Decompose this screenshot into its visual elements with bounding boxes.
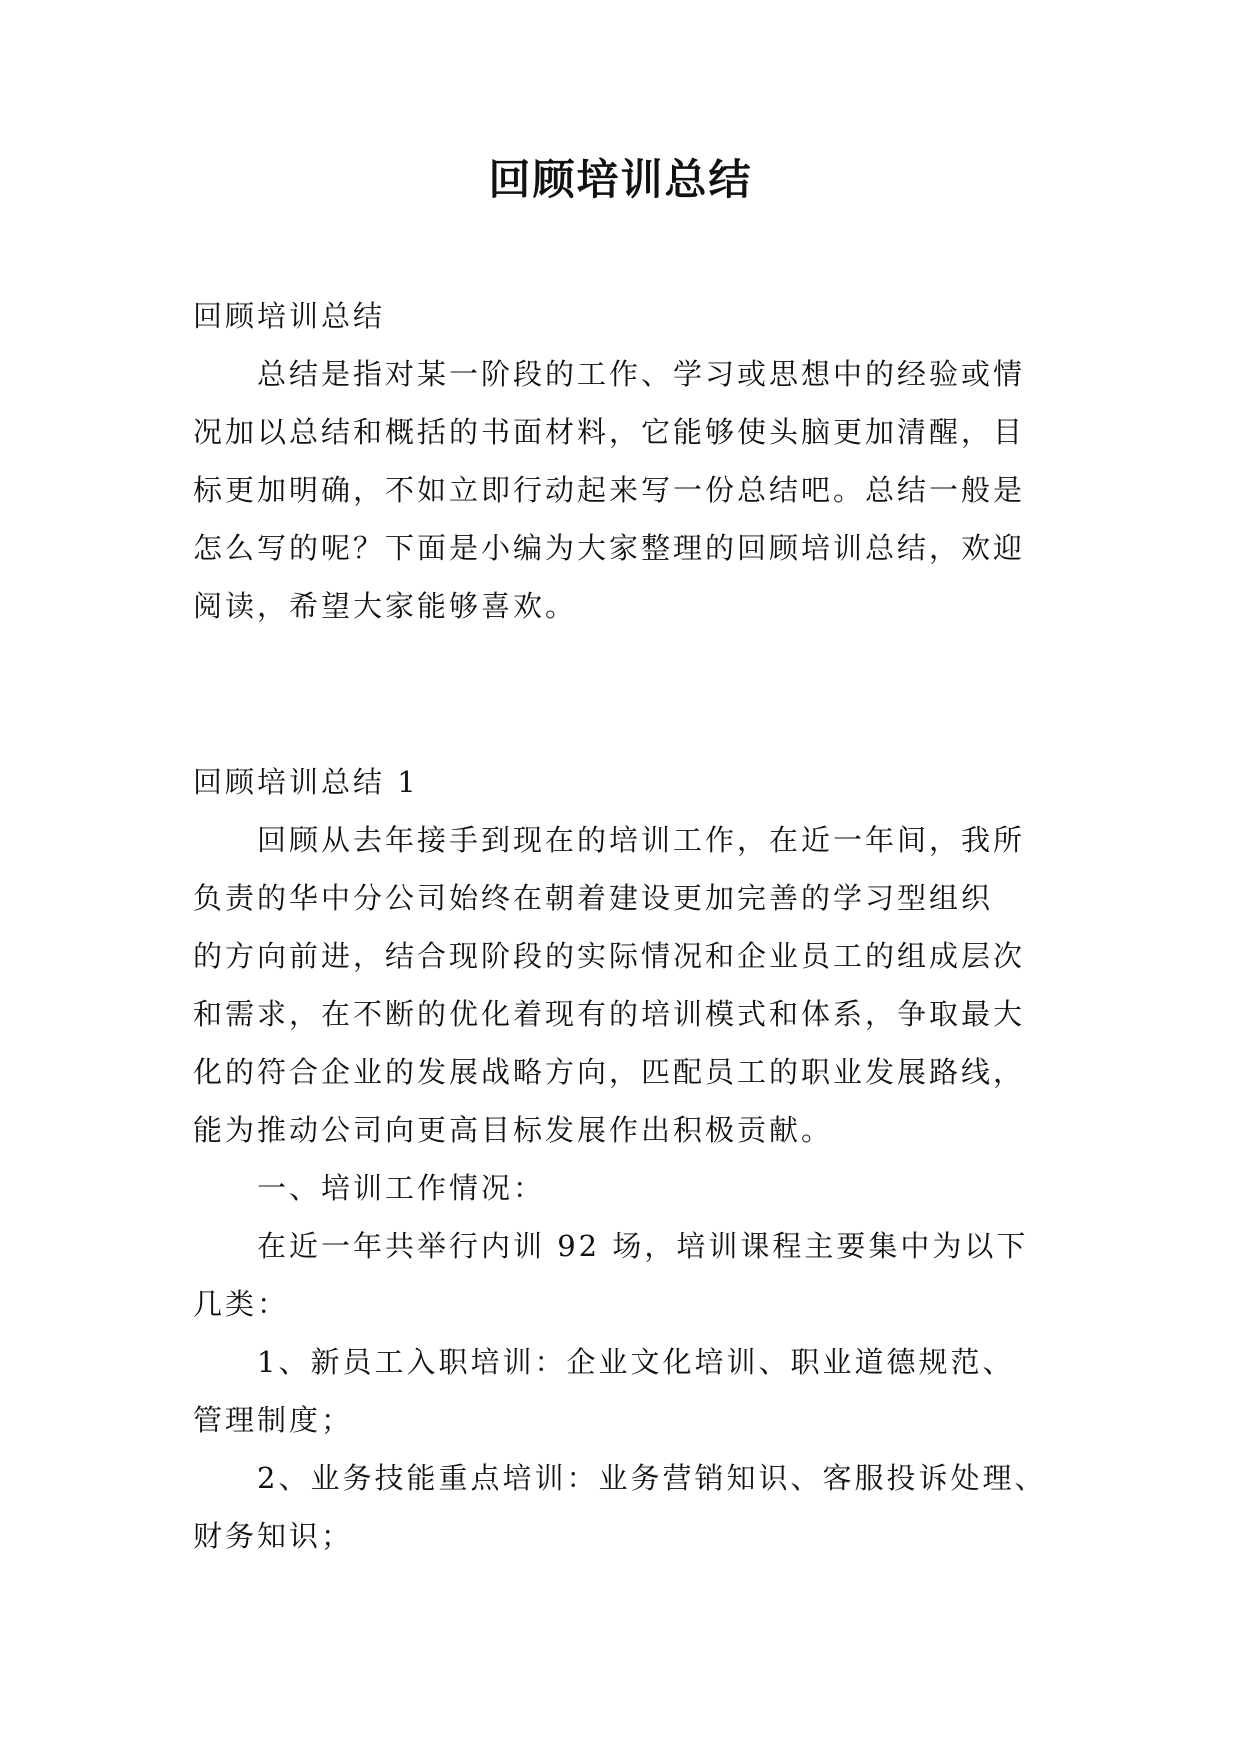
subheading-training-status: 一、培训工作情况： — [257, 1171, 546, 1205]
section-1-block — [193, 753, 1073, 1565]
intro-line: 怎么写的呢？下面是小编为大家整理的回顾培训总结，欢迎 — [193, 531, 1026, 565]
paragraph-line: 化的符合企业的发展战略方向，匹配员工的职业发展路线， — [193, 1055, 1026, 1089]
list-item-line: 财务知识； — [193, 1519, 354, 1553]
intro-line: 总结是指对某一阶段的工作、学习或思想中的经验或情 — [257, 357, 1026, 391]
list-item-line: 1、新员工入职培训：企业文化培训、职业道德规范、 — [257, 1345, 1015, 1379]
paragraph-line: 回顾从去年接手到现在的培训工作，在近一年间，我所 — [257, 823, 1026, 857]
list-item-line: 2、业务技能重点培训：业务营销知识、客服投诉处理、 — [257, 1461, 1047, 1495]
list-item-line: 管理制度； — [193, 1403, 354, 1437]
paragraph-line: 负责的华中分公司始终在朝着建设更加完善的学习型组织 — [193, 881, 994, 915]
paragraph-line: 几类： — [193, 1287, 290, 1321]
intro-line: 阅读，希望大家能够喜欢。 — [193, 589, 578, 623]
section-1-heading: 回顾培训总结 1 — [193, 765, 419, 799]
intro-line: 况加以总结和概括的书面材料，它能够使头脑更加清醒，目 — [193, 415, 1026, 449]
intro-heading: 回顾培训总结 — [193, 299, 386, 333]
paragraph-line: 在近一年共举行内训 92 场，培训课程主要集中为以下 — [257, 1229, 1029, 1263]
paragraph-line: 能为推动公司向更高目标发展作出积极贡献。 — [193, 1113, 834, 1147]
intro-block — [193, 287, 1073, 635]
paragraph-line: 的方向前进，结合现阶段的实际情况和企业员工的组成层次 — [193, 939, 1026, 973]
paragraph-line: 和需求，在不断的优化着现有的培训模式和体系，争取最大 — [193, 997, 1026, 1031]
document-title: 回顾培训总结 — [488, 155, 753, 204]
intro-line: 标更加明确，不如立即行动起来写一份总结吧。总结一般是 — [193, 473, 1026, 507]
